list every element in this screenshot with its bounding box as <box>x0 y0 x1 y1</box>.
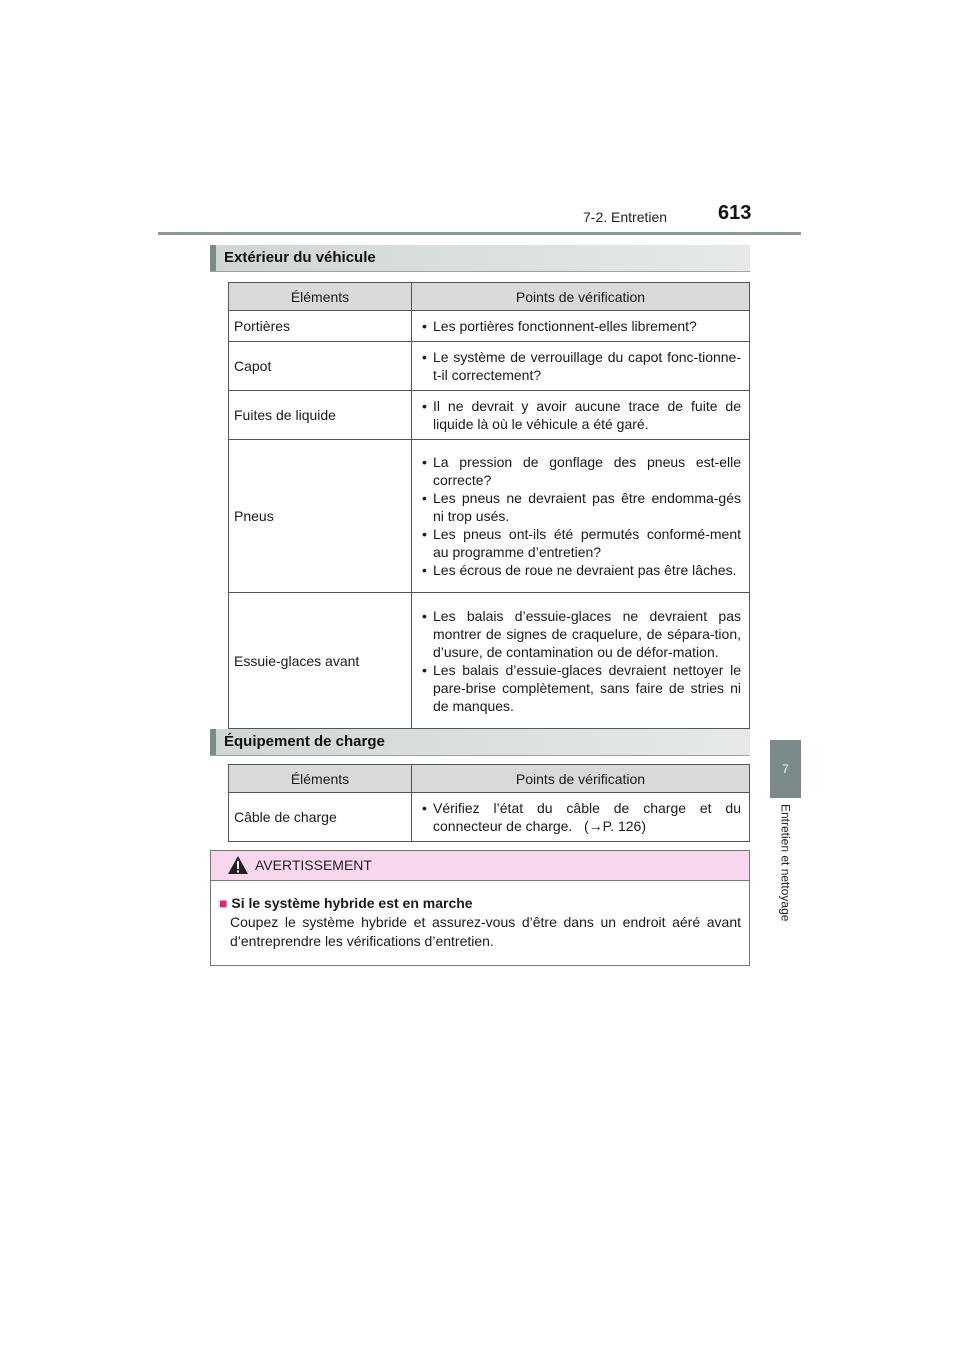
warning-header <box>211 851 749 881</box>
check-point: • Les balais d’essuie-glaces ne devraient pas montrer de signes de craquelure, de sépara-tion, d’usure, de contamination ou de défor-mation. <box>417 607 741 661</box>
table-row <box>229 311 750 342</box>
chapter-label-container <box>770 800 801 960</box>
row-item: Essuie-glaces avant <box>229 593 412 729</box>
check-point: • La pression de gonflage des pneus est-elle correcte? <box>417 453 741 489</box>
warning-body <box>211 881 749 951</box>
check-point: • Les portières fonctionnent-elles librement? <box>417 317 741 335</box>
check-point: • Les pneus ne devraient pas être endomma-gés ni trop usés. <box>417 489 741 525</box>
warning-title-line <box>219 894 741 913</box>
table-row <box>229 593 750 729</box>
warning-title: Si le système hybride est en marche <box>231 895 473 911</box>
table-header-row <box>229 765 750 793</box>
warning-text: Coupez le système hybride et assurez-vous d’être dans un endroit aéré avant d’entreprendre les vérifications d’entretien. <box>230 914 741 949</box>
row-points <box>412 391 750 440</box>
row-points <box>412 311 750 342</box>
warning-label: AVERTISSEMENT <box>255 857 372 873</box>
page-number: 613 <box>718 202 752 224</box>
header-divider <box>158 232 801 235</box>
check-point: • Le système de verrouillage du capot fonc-tionne-t-il correctement? <box>417 348 741 384</box>
table-row <box>229 440 750 593</box>
row-item: Câble de charge <box>229 793 412 842</box>
check-point: • Vérifiez l’état du câble de charge et du connecteur de charge. (→P. 126) <box>417 799 741 835</box>
row-points <box>412 440 750 593</box>
exterior-table <box>228 282 750 729</box>
chapter-label: Entretien et nettoyage <box>778 804 793 922</box>
charging-table <box>228 764 750 842</box>
row-item: Portières <box>229 311 412 342</box>
row-points <box>412 793 750 842</box>
warning-bullet-icon: ■ <box>219 895 228 911</box>
check-point: • Les écrous de roue ne devraient pas être lâches. <box>417 561 741 579</box>
check-point: • Les balais d’essuie-glaces devraient nettoyer le pare-brise complètement, sans faire de stries ni de manques. <box>417 661 741 715</box>
section-heading-text: Extérieur du véhicule <box>224 249 376 266</box>
row-points <box>412 342 750 391</box>
table-row <box>229 342 750 391</box>
column-header-items: Éléments <box>229 765 412 793</box>
chapter-number: 7 <box>782 762 789 776</box>
section-heading-charging <box>210 729 750 756</box>
warning-triangle-icon <box>227 855 249 875</box>
check-point: • Il ne devrait y avoir aucune trace de fuite de liquide là où le véhicule a été garé. <box>417 397 741 433</box>
section-heading-exterior <box>210 245 750 272</box>
table-row <box>229 391 750 440</box>
chapter-tab <box>770 740 801 798</box>
check-point: • Les pneus ont-ils été permutés conformé-ment au programme d’entretien? <box>417 525 741 561</box>
section-title: 7-2. Entretien <box>583 209 668 225</box>
column-header-points: Points de vérification <box>412 765 750 793</box>
row-item: Capot <box>229 342 412 391</box>
row-points <box>412 593 750 729</box>
warning-box <box>210 850 750 966</box>
section-heading-text: Équipement de charge <box>224 733 385 750</box>
column-header-items: Éléments <box>229 283 412 311</box>
table-header-row <box>229 283 750 311</box>
row-item: Pneus <box>229 440 412 593</box>
table-row <box>229 793 750 842</box>
row-item: Fuites de liquide <box>229 391 412 440</box>
column-header-points: Points de vérification <box>412 283 750 311</box>
